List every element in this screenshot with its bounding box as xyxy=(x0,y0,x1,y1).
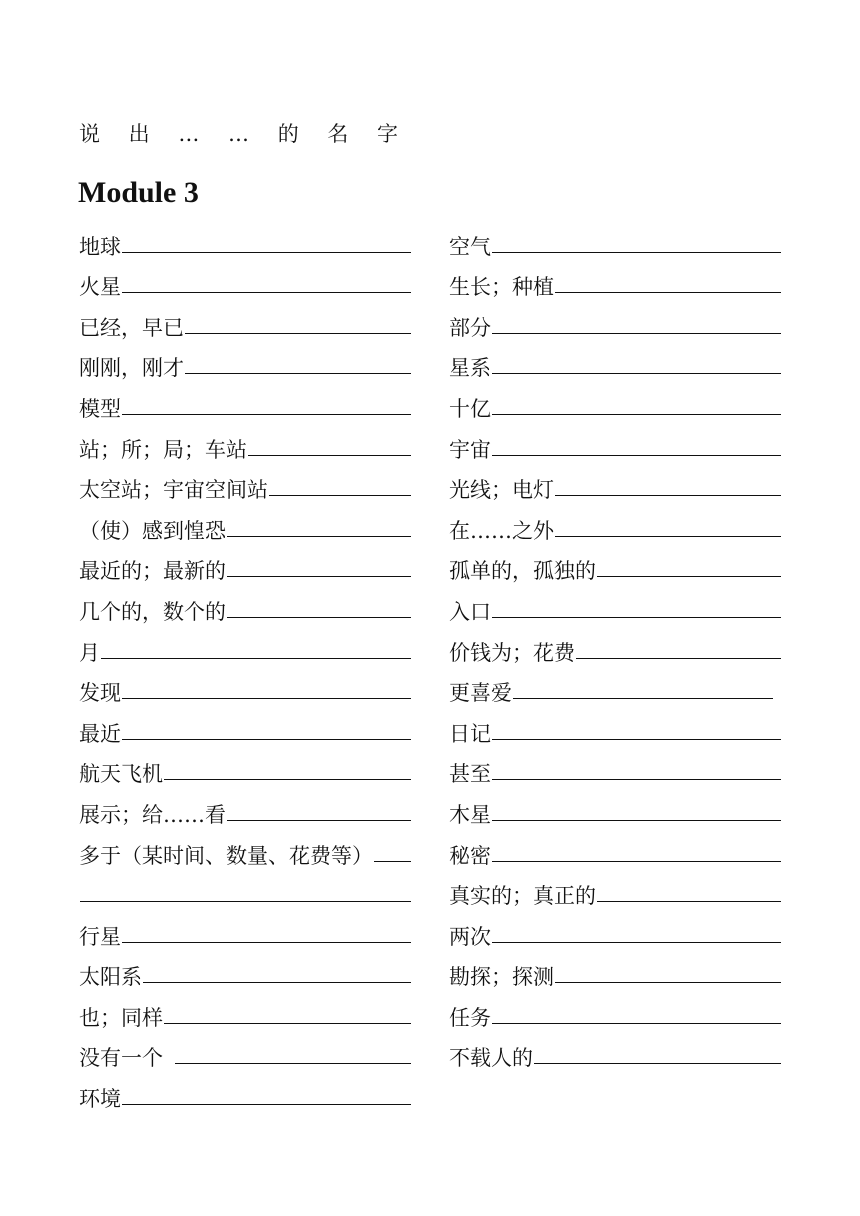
vocab-prompt: 最近 xyxy=(79,721,121,746)
vocab-prompt: 最近的；最新的 xyxy=(79,559,226,584)
page-subtitle: 说 出 … … 的 名 字 xyxy=(79,122,399,146)
vocab-row xyxy=(449,1034,781,1075)
vocab-row xyxy=(79,993,411,1034)
answer-blank[interactable] xyxy=(492,1022,781,1024)
vocab-row xyxy=(449,953,781,994)
vocab-prompt: 宇宙 xyxy=(449,437,491,462)
answer-blank[interactable] xyxy=(80,900,411,902)
vocab-prompt: 火星 xyxy=(79,275,121,300)
answer-blank[interactable] xyxy=(492,819,781,821)
answer-blank[interactable] xyxy=(175,1062,411,1064)
vocab-prompt: 行星 xyxy=(79,924,121,949)
answer-blank[interactable] xyxy=(492,372,781,374)
vocab-row xyxy=(449,547,781,588)
vocab-row xyxy=(79,709,411,750)
vocab-prompt: 太阳系 xyxy=(79,965,142,990)
vocab-prompt: 不载人的 xyxy=(449,1046,533,1071)
vocab-row xyxy=(449,466,781,507)
vocab-prompt: 航天飞机 xyxy=(79,762,163,787)
vocab-row xyxy=(449,506,781,547)
vocab-row xyxy=(79,953,411,994)
vocab-row xyxy=(449,790,781,831)
vocab-row xyxy=(449,993,781,1034)
vocab-prompt: 部分 xyxy=(449,315,491,340)
answer-blank[interactable] xyxy=(122,738,411,740)
vocab-row xyxy=(79,222,411,263)
vocab-prompt: 几个的，数个的 xyxy=(79,599,226,624)
vocab-prompt: 发现 xyxy=(79,681,121,706)
vocab-row xyxy=(79,831,411,872)
vocab-row xyxy=(449,831,781,872)
answer-blank[interactable] xyxy=(122,697,411,699)
vocab-row xyxy=(449,669,781,710)
vocab-prompt: 空气 xyxy=(449,234,491,259)
vocab-row xyxy=(79,1034,411,1075)
answer-blank[interactable] xyxy=(164,1022,411,1024)
answer-blank[interactable] xyxy=(122,251,411,253)
vocab-row xyxy=(79,425,411,466)
vocab-prompt: 木星 xyxy=(449,802,491,827)
answer-blank[interactable] xyxy=(534,1062,781,1064)
answer-blank[interactable] xyxy=(492,941,781,943)
vocab-row xyxy=(79,912,411,953)
vocab-prompt: 没有一个 xyxy=(79,1046,163,1071)
vocab-row xyxy=(449,709,781,750)
answer-blank[interactable] xyxy=(492,738,781,740)
answer-blank[interactable] xyxy=(597,900,781,902)
vocab-row xyxy=(79,263,411,304)
vocab-prompt: 太空站；宇宙空间站 xyxy=(79,478,268,503)
vocab-prompt: 孤单的，孤独的 xyxy=(449,559,596,584)
vocab-row-continuation xyxy=(79,872,411,913)
vocab-prompt: 真实的；真正的 xyxy=(449,884,596,909)
vocab-prompt: 光线；电灯 xyxy=(449,478,554,503)
vocab-prompt: 已经，早已 xyxy=(79,315,184,340)
answer-blank[interactable] xyxy=(492,332,781,334)
answer-blank[interactable] xyxy=(374,860,411,862)
vocab-row xyxy=(449,750,781,791)
answer-blank[interactable] xyxy=(492,454,781,456)
right-vocab-column xyxy=(449,222,781,1074)
vocab-prompt: 也；同样 xyxy=(79,1005,163,1030)
answer-blank[interactable] xyxy=(492,616,781,618)
vocab-row xyxy=(449,263,781,304)
vocab-prompt: 模型 xyxy=(79,396,121,421)
answer-blank[interactable] xyxy=(576,657,781,659)
vocab-row xyxy=(79,384,411,425)
vocab-prompt: 站；所；局；车站 xyxy=(79,437,247,462)
vocab-row xyxy=(449,222,781,263)
vocab-row xyxy=(79,344,411,385)
answer-blank[interactable] xyxy=(122,1103,411,1105)
vocab-prompt: 更喜爱 xyxy=(449,681,512,706)
vocab-prompt: 环境 xyxy=(79,1087,121,1112)
answer-blank[interactable] xyxy=(101,657,411,659)
left-vocab-column xyxy=(79,222,411,1115)
vocab-prompt: 展示；给……看 xyxy=(79,802,226,827)
answer-blank[interactable] xyxy=(227,616,411,618)
vocab-prompt: 月 xyxy=(79,640,100,665)
vocab-prompt: 任务 xyxy=(449,1005,491,1030)
answer-blank[interactable] xyxy=(492,860,781,862)
vocab-row xyxy=(79,587,411,628)
vocab-row xyxy=(449,384,781,425)
answer-blank[interactable] xyxy=(185,332,411,334)
vocab-prompt: 勘探；探测 xyxy=(449,965,554,990)
vocab-prompt: 在……之外 xyxy=(449,518,554,543)
vocab-row xyxy=(449,303,781,344)
vocab-prompt: （使）感到惶恐 xyxy=(79,518,226,543)
answer-blank[interactable] xyxy=(555,535,781,537)
answer-blank[interactable] xyxy=(555,494,781,496)
answer-blank[interactable] xyxy=(248,454,411,456)
vocab-prompt: 刚刚，刚才 xyxy=(79,356,184,381)
answer-blank[interactable] xyxy=(143,981,411,983)
vocab-row xyxy=(79,669,411,710)
vocab-row xyxy=(79,790,411,831)
vocab-row xyxy=(79,466,411,507)
vocab-row xyxy=(449,628,781,669)
answer-blank[interactable] xyxy=(185,372,411,374)
vocab-row xyxy=(79,547,411,588)
vocab-prompt: 日记 xyxy=(449,721,491,746)
answer-blank[interactable] xyxy=(597,575,781,577)
answer-blank[interactable] xyxy=(122,291,411,293)
answer-blank[interactable] xyxy=(227,819,411,821)
answer-blank[interactable] xyxy=(269,494,411,496)
vocab-prompt: 多于（某时间、数量、花费等） xyxy=(79,843,373,868)
vocab-prompt: 秘密 xyxy=(449,843,491,868)
module-heading: Module 3 xyxy=(78,176,199,209)
vocab-prompt: 星系 xyxy=(449,356,491,381)
answer-blank[interactable] xyxy=(492,251,781,253)
vocab-row xyxy=(79,506,411,547)
vocab-row xyxy=(449,344,781,385)
vocab-row xyxy=(79,750,411,791)
vocab-row xyxy=(449,912,781,953)
answer-blank[interactable] xyxy=(122,941,411,943)
answer-blank[interactable] xyxy=(555,291,781,293)
vocab-row xyxy=(79,303,411,344)
vocab-prompt: 生长；种植 xyxy=(449,275,554,300)
answer-blank[interactable] xyxy=(122,413,411,415)
answer-blank[interactable] xyxy=(492,778,781,780)
vocab-prompt: 入口 xyxy=(449,599,491,624)
answer-blank[interactable] xyxy=(492,413,781,415)
vocab-row xyxy=(449,587,781,628)
vocab-prompt: 地球 xyxy=(79,234,121,259)
vocab-row xyxy=(79,1074,411,1115)
answer-blank[interactable] xyxy=(227,535,411,537)
vocab-prompt: 两次 xyxy=(449,924,491,949)
vocab-row xyxy=(449,872,781,913)
answer-blank[interactable] xyxy=(164,778,411,780)
vocab-prompt: 十亿 xyxy=(449,396,491,421)
answer-blank[interactable] xyxy=(227,575,411,577)
vocab-prompt: 价钱为；花费 xyxy=(449,640,575,665)
vocab-prompt: 甚至 xyxy=(449,762,491,787)
answer-blank[interactable] xyxy=(513,697,773,699)
answer-blank[interactable] xyxy=(555,981,781,983)
vocab-row xyxy=(449,425,781,466)
vocab-row xyxy=(79,628,411,669)
